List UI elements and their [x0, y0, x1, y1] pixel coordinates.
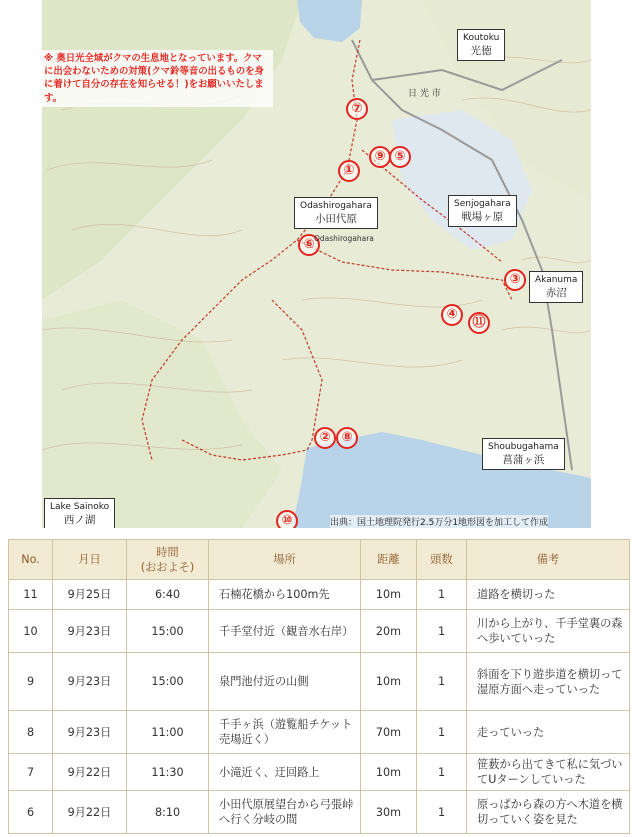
cell-count: 1: [417, 580, 467, 610]
marker-4: ④: [441, 304, 463, 326]
cell-count: 1: [417, 711, 467, 754]
table-header-row: [9, 540, 630, 580]
cell-place: 千手堂付近（観音水右岸）: [209, 610, 361, 653]
small-place-label: Odashirogahara: [314, 234, 374, 243]
cell-distance: 70m: [361, 711, 417, 754]
cell-count: 1: [417, 754, 467, 791]
map-source-credit: 出典：国土地理院発行2.5万分1地形図を加工して作成: [330, 515, 548, 528]
table-row: [9, 711, 630, 754]
col-header-distance: 距離: [361, 540, 417, 580]
marker-11: ⑪: [468, 312, 490, 334]
cell-no: 7: [9, 754, 53, 791]
table-row: [9, 754, 630, 791]
sightings-table-section: [8, 539, 629, 834]
place-label-shoubugahama: [482, 438, 565, 470]
cell-date: 9月22日: [53, 754, 127, 791]
table-row: [9, 791, 630, 834]
cell-place: 石楠花橋から100m先: [209, 580, 361, 610]
cell-distance: 30m: [361, 791, 417, 834]
place-label-lake-sainoko: [44, 498, 115, 528]
cell-time: 11:00: [127, 711, 209, 754]
map-margin: [591, 0, 637, 528]
cell-place: 小田代原展望台から弓張峠へ行く分岐の間: [209, 791, 361, 834]
cell-count: 1: [417, 791, 467, 834]
col-header-place: 場所: [209, 540, 361, 580]
col-header-time: 時間 (おおよそ): [127, 540, 209, 580]
cell-time: 8:10: [127, 791, 209, 834]
cell-date: 9月23日: [53, 653, 127, 711]
cell-time: 15:00: [127, 610, 209, 653]
place-en: Senjogahara: [454, 199, 511, 209]
cell-date: 9月23日: [53, 711, 127, 754]
place-en: Akanuma: [535, 275, 578, 285]
table-row: [9, 653, 630, 711]
cell-distance: 10m: [361, 653, 417, 711]
cell-note: 川から上がり、千手堂裏の森へ歩いていった: [467, 610, 630, 653]
bear-warning-note: ※ 奥日光全域がクマの生息地となっています。クマに出会わないための対策(クマ鈴等音の出るものを身に着けて自分の存在を知らせる！)をお願いいたします。: [41, 50, 273, 107]
cell-no: 6: [9, 791, 53, 834]
cell-no: 10: [9, 610, 53, 653]
table-row: [9, 610, 630, 653]
cell-place: 泉門池付近の山側: [209, 653, 361, 711]
cell-date: 9月25日: [53, 580, 127, 610]
marker-5: ⑤: [389, 146, 411, 168]
col-header-count: 頭数: [417, 540, 467, 580]
place-label-akanuma: [529, 271, 583, 303]
place-en: Shoubugahama: [488, 442, 559, 452]
cell-no: 9: [9, 653, 53, 711]
marker-9: ⑨: [369, 146, 391, 168]
place-ja: 赤沼: [545, 287, 567, 299]
place-ja: 西ノ湖: [63, 514, 96, 526]
bear-sightings-table: [8, 539, 630, 834]
marker-7: ⑦: [346, 98, 368, 120]
place-ja: 菖蒲ヶ浜: [502, 454, 545, 466]
marker-10: ⑩: [276, 510, 298, 528]
marker-6: ⑥: [298, 234, 320, 256]
cell-time: 6:40: [127, 580, 209, 610]
place-ja: 小田代原: [314, 213, 357, 225]
cell-note: 道路を横切った: [467, 580, 630, 610]
cell-distance: 10m: [361, 580, 417, 610]
col-header-notes: 備考: [467, 540, 630, 580]
place-label-koutoku: [457, 29, 505, 61]
cell-count: 1: [417, 653, 467, 711]
place-ja: 光徳: [470, 45, 492, 57]
place-en: Odashirogahara: [300, 201, 372, 211]
place-label-odashirogahara: [294, 197, 378, 229]
place-ja: 戦場ヶ原: [461, 211, 504, 223]
marker-3: ③: [504, 269, 526, 291]
cell-time: 15:00: [127, 653, 209, 711]
cell-date: 9月22日: [53, 791, 127, 834]
place-en: Koutoku: [463, 33, 500, 43]
marker-2: ②: [314, 427, 336, 449]
marker-8: ⑧: [336, 427, 358, 449]
table-row: [9, 580, 630, 610]
cell-count: 1: [417, 610, 467, 653]
cell-distance: 10m: [361, 754, 417, 791]
marker-1: ①: [338, 160, 360, 182]
col-header-date: 月日: [53, 540, 127, 580]
cell-note: 笹薮から出てきて私に気づいてUターンしていった: [467, 754, 630, 791]
cell-note: 斜面を下り遊歩道を横切って湿原方面へ走っていった: [467, 653, 630, 711]
cell-note: 走っていった: [467, 711, 630, 754]
place-label-senjogahara: [448, 195, 517, 227]
cell-no: 11: [9, 580, 53, 610]
col-header-no: No.: [9, 540, 53, 580]
place-en: Lake Sainoko: [50, 502, 110, 512]
cell-note: 原っぱから森の方へ木道を横切っていく姿を見た: [467, 791, 630, 834]
town-label: 日 光 市: [408, 89, 441, 99]
cell-place: 千手ヶ浜（遊覧船チケット売場近く）: [209, 711, 361, 754]
cell-distance: 20m: [361, 610, 417, 653]
cell-date: 9月23日: [53, 610, 127, 653]
cell-no: 8: [9, 711, 53, 754]
cell-place: 小滝近く、迂回路上: [209, 754, 361, 791]
cell-time: 11:30: [127, 754, 209, 791]
